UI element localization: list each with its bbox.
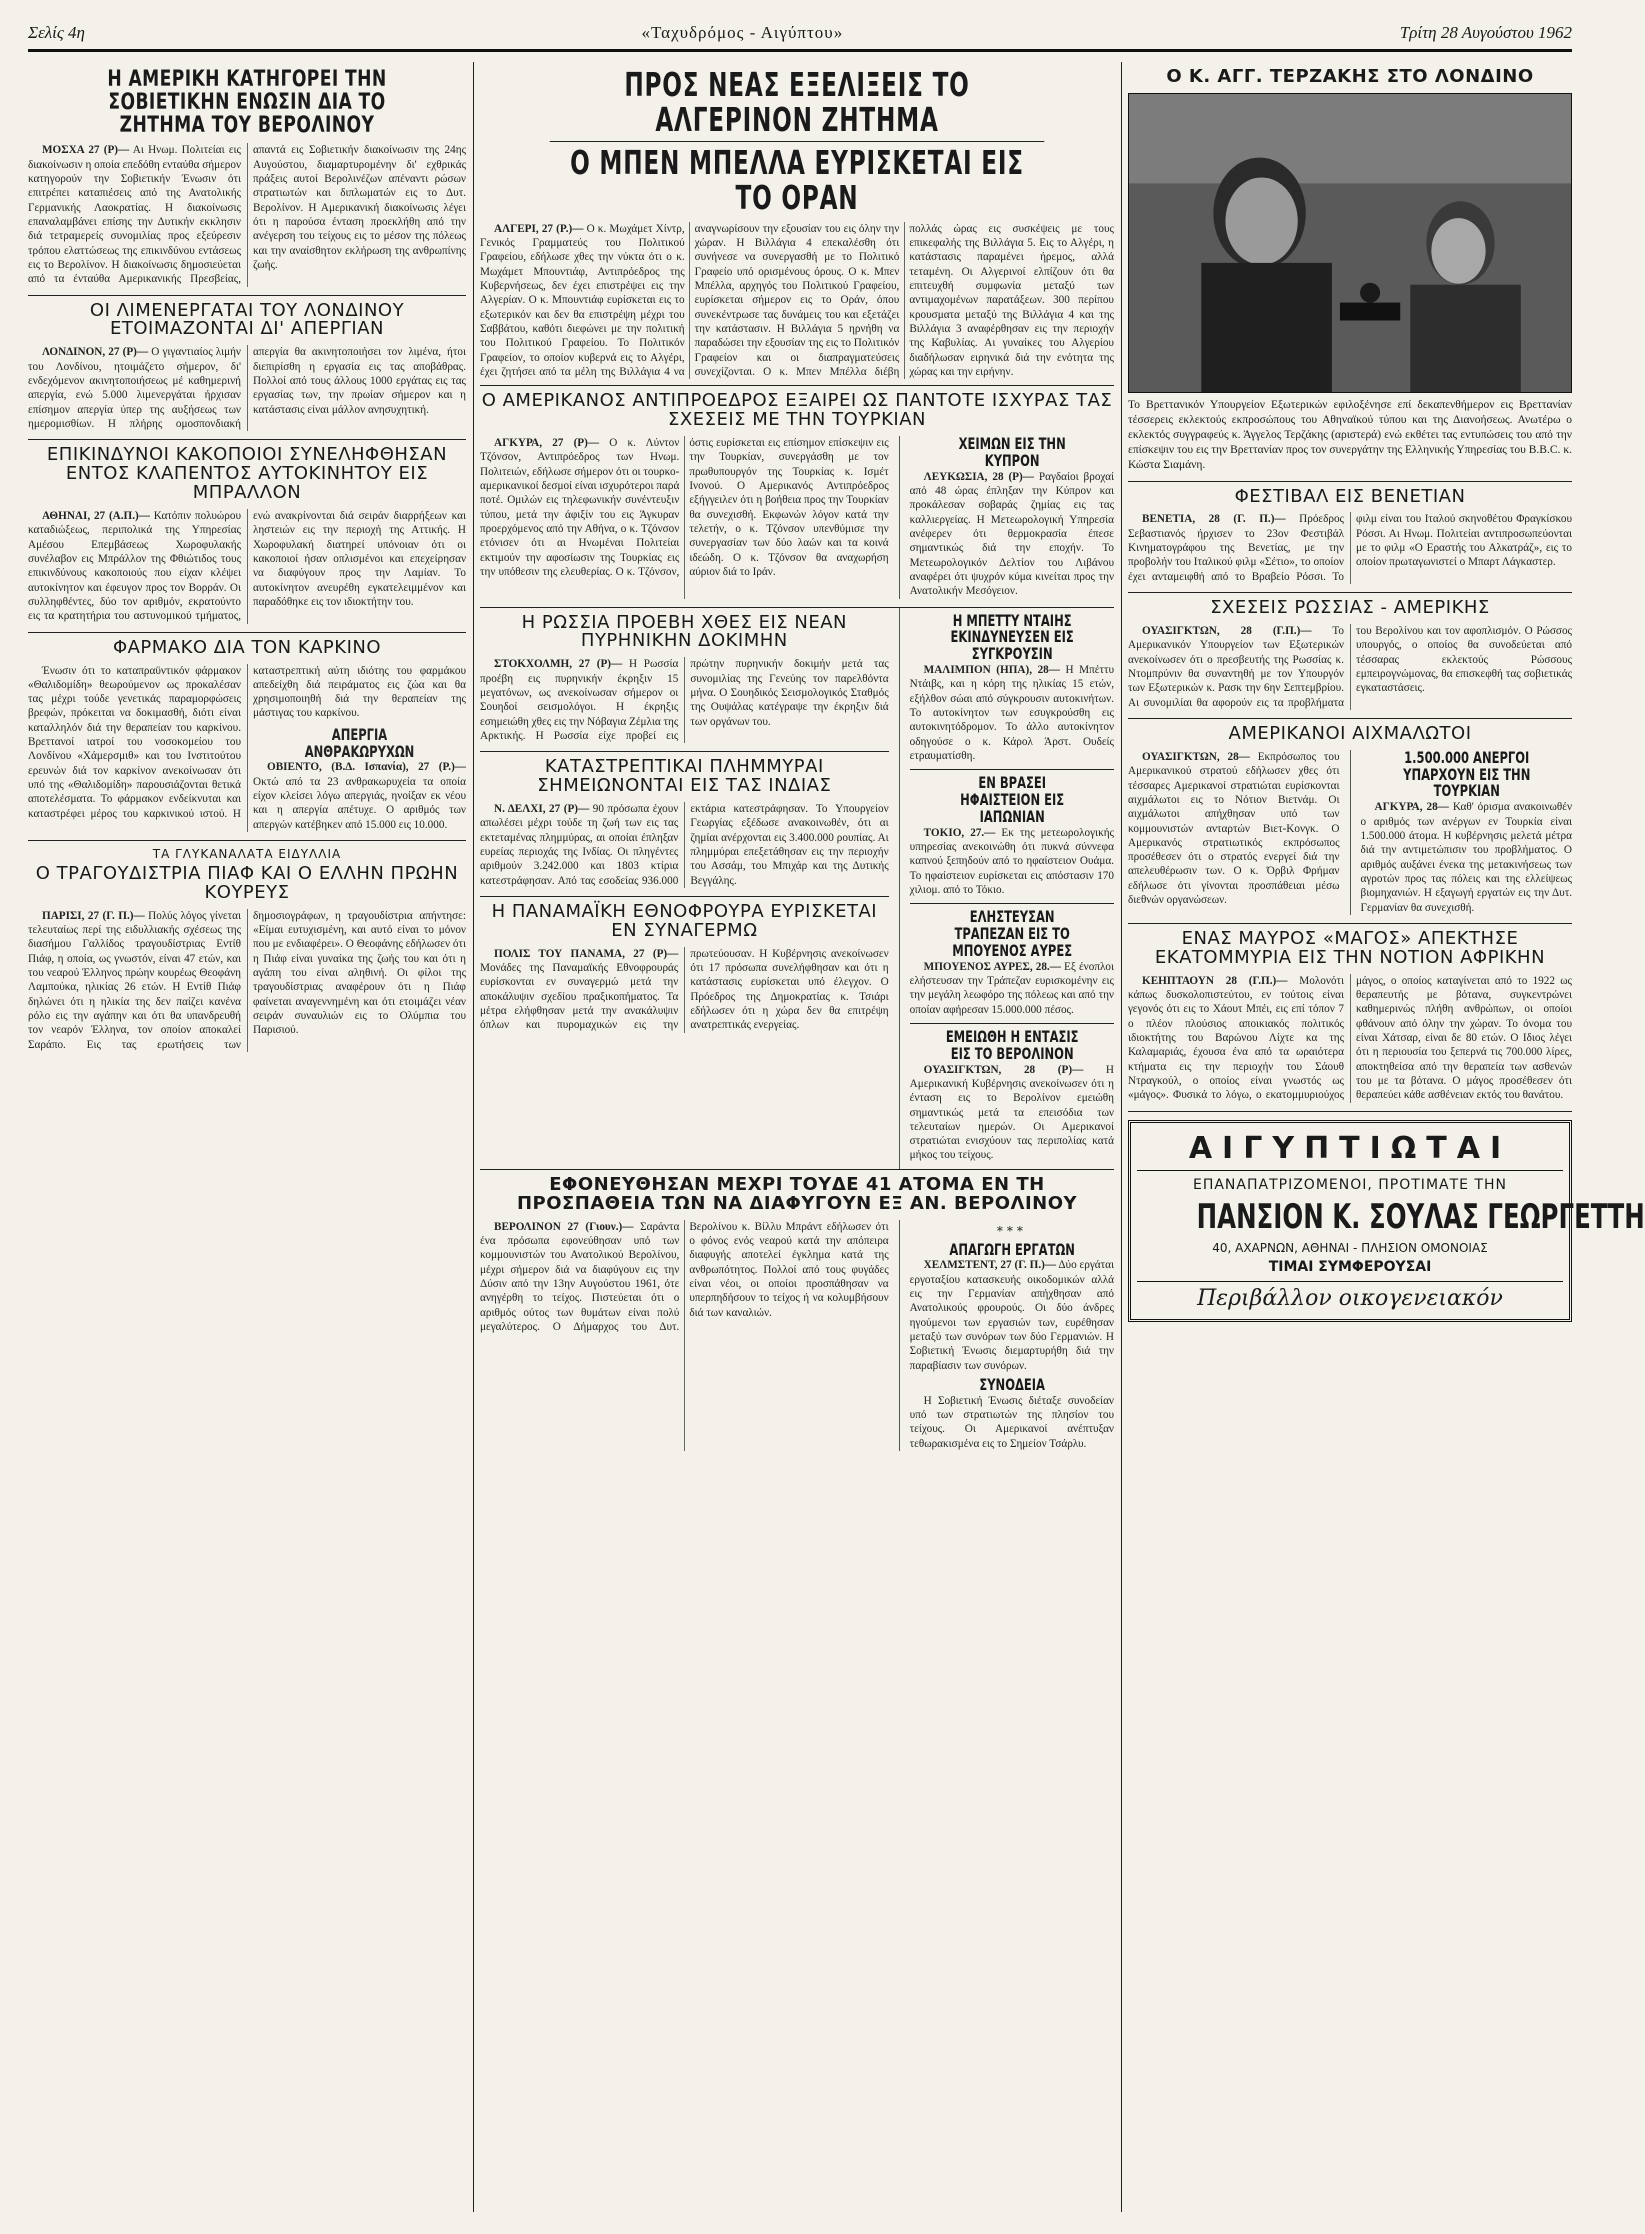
article-criminals-arrested <box>28 440 466 632</box>
article-text: Πολύς λόγος γίνεται τελευταίως περί της ειδυλλιακής σχέσεως της διασήμου Γαλλίδος τραγουδίστριας Εντίθ Πιάφ, η οποία, ως γνωστόν, είναι 47 ετών, και του νεαρού Έλληνος πρώην κουρέως Θεοφάνη Λαμπούκα, ηλικίας 26 ετών. Η Εντίθ Πιάφ δηλώνει ότι η ηλικία της δεν παίζει κανένα ρόλο εις την αγάπην και ότι θα υπανδρευθή τον νεαρόν Έλληνα, τον οποίον αποκαλεί Σαράπο. Εις τας ερωτήσεις των δημοσιογράφων, η τραγουδίστρια απήντησε: «Είμαι ευτυχισμένη, και αυτό είναι το μόνον που με ενδιαφέρει». Ο Θεοφάνης εδήλωσεν ότι η Πιάφ είναι γυναίκα της ζωής του και ότι η αγάπη του είναι αληθινή. Οι φίλοι της τραγουδίστριας αναφέρουν ότι η Πιάφ φαίνεται αναγεννημένη και ότι ετοιμάζει νέαν σειράν συναυλιών εις το Ολύμπια του Παρισιού. <box>28 909 466 1051</box>
separator-stars: *** <box>996 1223 1027 1238</box>
ad-address: 40, ΑΧΑΡΝΩΝ, ΑΘΗΝΑΙ - ΠΛΗΣΙΟΝ ΟΜΟΝΟΙΑΣ <box>1212 1240 1488 1255</box>
photo-caption: Το Βρεττανικόν Υπουργείον Εξωτερικών εφιλοξένησε επί δεκαπενθήμερον εις Βρεττανίαν τέσσερεις εκλεκτούς εκπροσώπους του Αθηναϊκού τύπου και της Διανοήσεως. Ανωτέρω ο εκλεκτός συγγραφεύς κ. Άγγελος Τερζάκης (αριστερά) ενώ εκθέτει τας εντυπώσεις του από την επίσκεψιν του εις την Βρεττανίαν προς τον συνεργάτην της Ελληνικής Υπηρεσίας του B.B.C. κ. Κώστα Σιαμάνη. <box>1128 398 1572 471</box>
ad-business-name: ΠΑΝΣΙΟΝ Κ. ΣΟΥΛΑΣ ΓΕΩΡΓΕΤΤΗ <box>1196 1196 1645 1237</box>
article-bette-davis <box>910 608 1114 771</box>
article-india-floods <box>480 752 889 897</box>
article-workers-abduction <box>910 1220 1114 1452</box>
headline: ΕΝΑΣ ΜΑΥΡΟΣ «ΜΑΓΟΣ» ΑΠΕΚΤΗΣΕ ΕΚΑΤΟΜΜΥΡΙΑ ΕΙΣ ΤΗΝ ΝΟΤΙΟΝ ΑΦΡΙΚΗΝ <box>1154 927 1546 968</box>
article-body <box>28 143 466 286</box>
headline: Ο ΤΡΑΓΟΥΔΙΣΤΡΙΑ ΠΙΑΦ ΚΑΙ Ο ΕΛΛΗΝ ΠΡΩΗΝ ΚΟΥΡΕΥΣ <box>35 863 459 903</box>
article-body <box>1128 624 1572 710</box>
subheadline: ΕΛΗΣΤΕΥΣΑΝ ΤΡΑΠΕΖΑΝ ΕΙΣ ΤΟ ΜΠΟΥΕΝΟΣ ΑΥΡΕΣ <box>951 907 1072 960</box>
dateline: ΟΥΑΣΙΓΚΤΩΝ, 28— <box>1142 750 1250 763</box>
dateline: ΟΒΙΕΝΤΟ, (Β.Δ. Ισπανία), 27 (Ρ.)— <box>267 761 466 774</box>
headline: ΚΑΤΑΣΤΡΕΠΤΙΚΑΙ ΠΛΗΜΜΥΡΑΙ ΣΗΜΕΙΩΝΟΝΤΑΙ ΕΙΣ ΤΑΣ ΙΝΔΙΑΣ <box>537 756 832 797</box>
article-japan-volcano <box>910 770 1114 904</box>
column-right <box>1128 62 1645 2212</box>
dateline: ΜΟΣΧΑ 27 (Ρ)— <box>42 144 130 157</box>
dateline: ΑΓΚΥΡΑ, 27 (Ρ)— <box>494 436 600 449</box>
subheadline: ΧΕΙΜΩΝ ΕΙΣ ΤΗΝ ΚΥΠΡΟΝ <box>958 433 1066 470</box>
article-body <box>1128 750 1340 915</box>
dateline: ΑΛΓΕΡΙ, 27 (Ρ.)— <box>494 222 584 235</box>
dateline: ΣΤΟΚΧΟΛΜΗ, 27 (Ρ)— <box>494 658 623 671</box>
ad-prices: ΤΙΜΑΙ ΣΥΜΦΕΡΟΥΣΑΙ <box>1268 1258 1432 1275</box>
article-text: Μονάδες της Παναμαϊκής Εθνοφρουράς ευρίσκονται εν συναγερμώ μετά την αποκάλυψιν σχεδίου πραξικοπήματος. Τα μέτρα ελήφθησαν μετά την ανακάλυψιν όπλων και πυρομαχικών εις την πρωτεύουσαν. Η Κυβέρνησις ανεκοίνωσεν ότι 17 πρόσωπα συνελήφθησαν και ότι η κατάστασις ευρίσκεται υπό έλεγχον. Ο Πρόεδρος της Δημοκρατίας κ. Τσιάρι εδήλωσεν ότι η χώρα δεν θα επιτρέψη ανατρεπτικάς ενεργείας. <box>480 947 889 1032</box>
article-america-accuses <box>28 62 466 296</box>
dateline: ΠΑΡΙΣΙ, 27 (Γ. Π.)— <box>42 909 145 922</box>
dateline: ΜΠΟΥΕΝΟΣ ΑΥΡΕΣ, 28.— <box>923 960 1061 973</box>
dateline: ΑΓΚΥΡΑ, 28— <box>1374 801 1449 814</box>
headline: ΣΧΕΣΕΙΣ ΡΩΣΣΙΑΣ - ΑΜΕΡΙΚΗΣ <box>1210 597 1490 619</box>
article-body <box>480 947 889 1033</box>
article-text: Ραγδαίοι βροχαί από 48 ώρας έπληξαν την Κύπρον και προκάλεσαν σοβαράς ζημίας εις τας καλλιεργείας. Η Μετεωρολογική Υπηρεσία ανέφερεν ότι θερμοκρασία έπεσε σημαντικώς διά την εποχήν. Το Μετεωρολογικόν Δελτίον του Λιβάνου αναφέρει ότι ψυχρόν κύμα κινείται προς την Ανατολικήν Μεσόγειον. <box>909 470 1115 598</box>
article-text: Η Μπέττυ Ντάιβς, και η κόρη της ηλικίας 15 ετών, εξήλθον σώαι από σύγκρουσιν αυτοκινήτων. Το αυτοκίνητον των εσυγκρούσθη εις αυτοκινητόδρομον. Το άλλο αυτοκίνητον οδηγούσε ο κ. Κάρολ Άρστ. Ουδείς ετραυματίσθη. <box>909 663 1114 762</box>
headline: ΕΦΟΝΕΥΘΗΣΑΝ ΜΕΧΡΙ ΤΟΥΔΕ 41 ΑΤΟΜΑ ΕΝ ΤΗ ΠΡΟΣΠΑΘΕΙΑ ΤΩΝ ΝΑ ΔΙΑΦΥΓΟΥΝ ΕΞ ΑΝ. ΒΕΡΟΛΙΝΟΥ <box>516 1173 1078 1214</box>
dateline: ΒΕΝΕΤΙΑ, 28 (Γ. Π.)— <box>1142 513 1286 526</box>
column-left <box>28 62 466 2212</box>
dateline: ΟΥΑΣΙΓΚΤΩΝ, 28 (Γ.Π.)— <box>1142 625 1312 637</box>
dateline: ΛΕΥΚΩΣΙΑ, 28 (Ρ)— <box>923 470 1034 483</box>
article-text: Ο γιγαντιαίος λιμήν του Λονδίνου, ητοιμάζετο σήμερον, δι' ενδεχόμενον ακινητοποιήσεως μέ καθημερινή απεργία, ενώ 5.000 λιμενεργάται ήρχισαν επίσημον απεργία ύπερ της αυξήσεως των ημερομισθίων. Η πλήρης ομοσπονδιακή απεργία θα ακινητοποιήσει τον λιμένα, ήτοι διεπιρίσθη η εργασία εις τας αποβάθρας. Πολλοί από τους άλλους 1000 εργάτας εις τας εργασίας των, την πρωίαν σήμερον και η κατάστασις είναι μάλλον ανησυχητική. <box>28 346 466 430</box>
article-body <box>28 909 466 1052</box>
headline: Η ΑΜΕΡΙΚΗ ΚΑΤΗΓΟΡΕΙ ΤΗΝ ΣΟΒΙΕΤΙΚΗΝ ΕΝΩΣΙΝ ΔΙΑ ΤΟ ΖΗΤΗΜΑ ΤΟΥ ΒΕΡΟΛΙΝΟΥ <box>107 67 387 139</box>
newspaper-name: «Ταχυδρόμος - Αιγύπτου» <box>641 23 844 42</box>
subheadline: 1.500.000 ΑΝΕΡΓΟΙ ΥΠΑΡΧΟΥΝ ΕΙΣ ΤΗΝ ΤΟΥΡΚΙΑΝ <box>1402 747 1530 801</box>
article-text: Οκτώ από τα 23 ανθρακωρυχεία τα οποία είχον κλείσει λόγω απεργιάς, ηνοίξαν εκ νέου και η απεργία απέτυχε. Ο αριθμός των απεργών κατέβηκεν από 15.000 εις 10.000. <box>253 775 466 831</box>
article-body <box>480 436 889 599</box>
dateline: ΟΥΑΣΙΓΚΤΩΝ, 28 (Ρ)— <box>923 1063 1084 1076</box>
article-body <box>480 222 1114 380</box>
headline: ΦΕΣΤΙΒΑΛ ΕΙΣ ΒΕΝΕΤΙΑΝ <box>1234 485 1466 507</box>
subheadline: ΑΠΑΓΩΓΗ ΕΡΓΑΤΩΝ <box>949 1239 1075 1259</box>
article-text: Πρόεδρος Σεβαστιανός ήρχισεν το 23ον Φεστιβάλ Κινηματογράφου της Βενετίας, με την προβολήν του Ιταλικού φιλμ «Σέτιο», το οποίον έχει ανταμειφθή από το Βραβείο Ρόσσι. Το φιλμ είναι του Ιταλού σκηνοθέτου Φραγκίσκου Ρόσσι. Αι Ηνωμ. Πολιτείαι αντιπροσωπεύονται με το φιλμ «Ο Εραστής του Αλκατράζ», εις το οποίον πρωταγωνιστεί ο Μπαρτ Λάγκαστερ. <box>1128 513 1572 583</box>
article-text: Κατόπιν πολυώρου καταδιώξεως, περιπολικά της Υπηρεσίας Αμέσου Επεμβάσεως Χωροφυλακής συνέλαβον εις Μπράλλον της Φθιώτιδος τους επικινδύνους κακοποιούς που είχαν κλέψει αυτοκίνητον και έφευγον προς τον Βορράν. Οι συλληφθέντες, δύο τον αριθμόν, εκρατούντο εις τα κρατητήρια του αστυνομικού τμήματος, ενώ ανακρίνονται διά σειράν διαρρήξεων και ληστειών εις την περιοχή της Αττικής. Η Χωροφυλακή διατηρεί υπόνοιαν ότι οι κακοποιοί ήσαν οπλισμένοι και επεχείρησαν να διαφύγουν προς την Λαμίαν. Το αυτοκίνητον ανευρέθη εγκατελειμμένον και παραδόθηκε εις τον ιδιοκτήτην του. <box>28 509 466 623</box>
lead-headline: ΠΡΟΣ ΝΕΑΣ ΕΞΕΛΙΞΕΙΣ ΤΟ ΑΛΓΕΡΙΝΟΝ ΖΗΤΗΜΑ <box>624 65 970 139</box>
article-text: Εκπρόσωπος του Αμερικανικού στρατού εδήλωσεν χθες ότι τέσσαρες Αμερικανοί στρατιώται ευρίσκονται αιχμάλωτοι εις το Νότιον Βιετνάμ. Οι αιχμάλωτοι απήχθησαν υπό των κομμουνιστών ανταρτών Βιετ-Κονγκ. Ο Αμερικανός στρατιωτικός εκπρόσωπος προσέθεσεν ότι ο στρατός ενεργεί διά την απελευθέρωσιν των. Ο κ. Όρβιλ Φρήμαν εδήλωσε ότι γίνονται προσπάθειαι μέσω διεθνών οργανώσεων. <box>1128 750 1340 907</box>
column-center <box>480 62 1114 2212</box>
dateline: Ν. ΔΕΛΧΙ, 27 (Ρ)— <box>494 803 590 816</box>
subheadline: ΕΜΕΙΩΘΗ Η ΕΝΤΑΣΙΣ ΕΙΣ ΤΟ ΒΕΡΟΛΙΝΟΝ <box>945 1026 1079 1063</box>
article-text: Εκ της μετεωρολογικής υπηρεσίας ανεκοινώθη ότι πυκνά σύννεφα καπνού ξεπηδούν από το ηφαίστειον Ουάμα. Το ηφαίστειον ευρίσκεται εις απόστασιν 170 χιλιομ. από το Τόκιο. <box>909 826 1114 896</box>
headline: Η ΠΑΝΑΜΑΪΚΗ ΕΘΝΟΦΡΟΥΡΑ ΕΥΡΙΣΚΕΤΑΙ ΕΝ ΣΥΝΑΓΕΡΜΩ <box>491 901 878 941</box>
article-johnson-turkey <box>480 386 1114 607</box>
masthead <box>28 18 1572 52</box>
subheadline: Η ΜΠΕΤΤΥ ΝΤΑΙΗΣ ΕΚΙΝΔΥΝΕΥΣΕΝ ΕΙΣ ΣΥΓΚΡΟΥΣΙΝ <box>950 610 1074 664</box>
ad-title: ΑΙΓΥΠΤΙΩΤΑΙ <box>1137 1131 1563 1171</box>
article-text: Ο κ. Μωχάμετ Χίντρ, Γενικός Γραμματεύς του Πολιτικού Γραφείου, εδήλωσε χθες την νύκτα ότι ο κ. Μωχάμετ Μπουντιάφ, Αντιπρόεδρος της Κυβερνήσεως, δεν έχει επιστρέψει εις την Αλγερίαν. Ο κ. Μπουντιάφ ευρίσκεται εις το εξωτερικόν και δεν θα επιστρέψη μέχρι του Σαββάτου, καθότι διεφώνει με την πολιτική του Πολιτικού Γραφείου. Το Πολιτικόν Γραφείον, το οποίον κυβερνά εις το Αλγέρι, έχει ζητήσει από τα μέλη της Βιλλάγια 4 να αναγνωρίσουν την εξουσίαν του εις όλην την χώραν. Η Βιλλάγια 4 επεκαλέσθη ότι συνήνεσε να συνεργασθή με το Πολιτικό Γραφείο υπό ορισμένους όρους. Ο κ. Μπεν Μπέλλα, αρχηγός του Πολιτικού Γραφείου, ευρίσκεται σήμερον εις το Οράν, όπου συνεκέντρωσε τας δυνάμεις του και εξετάζει την κατάστασιν. Η Βιλλάγια 5 ηρνήθη να παραδώσει την εξουσίαν της εις το Πολιτικόν Γραφείον και οι διαπραγματεύσεις συνεχίζονται. Ο κ. Μπεν Μπέλλα διέβη πολλάς ώρας εις συσκέψεις με τους επικεφαλής της Βιλλάγια 5. Εις το Αλγέρι, η κατάστασις παραμένει ήρεμος, αλλά τεταμένη. Οι Αλγερινοί ελπίζουν ότι θα επιτευχθή συμφωνία μεταξύ των αντιμαχομένων παρατάξεων. 300 περίπου κρουσματα μεταξύ της Βιλλάγια 4 και της Βιλλάγια 3 αναφέρθησαν εις την περιοχήν της Καβυλίας. Αι γυναίκες του Αλγερίου διαδήλωσαν ειρηνικά διά την ενότητα της χώρας και την ειρήνην. <box>480 222 1114 378</box>
article-terzakis <box>1128 62 1572 482</box>
lead-subheadline: Ο ΜΠΕΝ ΜΠΕΛΛΑ ΕΥΡΙΣΚΕΤΑΙ ΕΙΣ ΤΟ ΟΡΑΝ <box>550 141 1045 215</box>
headline: ΑΜΕΡΙΚΑΝΟΙ ΑΙΧΜΑΛΩΤΟΙ <box>1228 722 1472 744</box>
article-text: Το Αμερικανικόν Υπουργείον των Εξωτερικών ανεκοίνωσεν ότι ο πρεσβευτής της Ρωσσίας κ. Ντομπρύνιν θα συναντηθή με τον Υπουργόν των Εξωτερικών κ. Ρασκ την 6ην Σεπτεμβρίου. Αι συνομιλίαι θα αφορούν εις τα προβλήματα του Βερολίνου και τον αφοπλισμόν. Ο Ρώσσος υπουργός, ο οποίος θα συνοδεύεται από τέσσαρας εκλεκτούς Ρώσσους εμπειρογνώμονας, θα επισκεφθή τας σοβιετικάς εγκαταστάσεις. <box>1128 625 1572 709</box>
dateline: ΑΘΗΝΑΙ, 27 (Α.Π.)— <box>42 509 150 522</box>
sidebar-briefs <box>910 608 1114 1169</box>
article-text: Η Αμερικανική Κυβέρνησις ανεκοίνωσεν ότι η ένταση εις το Βερολίνον εμειώθη σημαντικώς μετά τα επεισόδια των τελευταίων ημερών. Οι Αμερικανοί στρατιώται ενισχύουν τας περιπολίας κατά μήκος του τείχους. <box>909 1063 1114 1162</box>
article-black-magician <box>1128 924 1572 1112</box>
article-piaf <box>28 841 466 1060</box>
article-text: Αι Ηνωμ. Πολιτείαι εις διακοίνωσιν η οποία επεδόθη ενταύθα σήμερον κατηγορούν την Σοβιετικήν Ένωσιν ότι επιτρέπει καταπιέσεις από της Ανατολικής Γερμανικής Λαοκρατίας. Η διακοίνωσις επαναλαμβάνει επίσης την Δυτικήν εκκλησιν διά τετραμερείς συνομιλίας προς εξεύρεσιν τρόπου ελαττώσεως της επικινδύνου εντάσεως εις το Βερολίνον. Η διακοίνωσις δημοσιεύεται από τα ένταύθα Αμερικανικής Πρεσβείας, απαντά εις Σοβιετικήν διακοίνωσιν της 24ης Αυγούστου, διαμαρτυρομένην δι' εχθρικάς πράξεις αυτοί Βερολινέζων απέναντι ρώσων στρατιωτών και διπλωματών εις το Δυτ. Βερολίνον. Η Αμερικανική διακοίνωσις λέγει ότι η παρούσα ένταση προεκλήθη από την ανέγερση του τείχους εις το μέσον της πόλεως και την αναίσθητον εκλήρωση της ανθρωπίνης ζωής. <box>28 144 466 286</box>
column-rule <box>1121 62 1122 2212</box>
article-text: Καθ' όρισμα ανακοινωθέν ο αριθμός των ανέργων εν Τουρκία είναι 1.500.000 άτομα. Η κυβέρνησις μελετά μέτρα διά την αντιμετώπισιν του προβλήματος. Ο αριθμός αυξάνει ένεκα της μετακινήσεως των αγροτών προς τας πόλεις και της ελλείψεως βιομηχανιών. Η εξαγωγή εργατών εις την Δυτ. Γερμανίαν θα συνεχισθή. <box>1360 801 1573 914</box>
column-rule <box>473 62 474 2212</box>
article-russia-nuclear <box>480 608 889 753</box>
issue-date: Τρίτη 28 Αυγούστου 1962 <box>1399 23 1572 42</box>
headline: ΟΙ ΛΙΜΕΝΕΡΓΑΤΑΙ ΤΟΥ ΛΟΝΔΙΝΟΥ ΕΤΟΙΜΑΖΟΝΤΑΙ ΔΙ' ΑΠΕΡΓΙΑΝ <box>89 299 405 340</box>
dateline: ΠΟΛΙΣ ΤΟΥ ΠΑΝΑΜΑ, 27 (Ρ)— <box>494 947 679 960</box>
article-body <box>1128 974 1572 1103</box>
headline: ΦΑΡΜΑΚΟ ΔΙΑ ΤΟΝ ΚΑΡΚΙΝΟ <box>112 636 382 658</box>
dateline: ΒΕΡΟΛΙΝΟΝ 27 (Γιουν.)— <box>494 1220 634 1233</box>
article-cyprus-winter <box>909 433 1115 599</box>
article-body <box>480 1220 889 1452</box>
article-text: Η Ρωσσία προέβη εις πυρηνικήν έκρηξιν 15 μεγατόνων, ως ανεκοίνωσαν σήμερον οι Σουηδοί σεισμολόγοι. Η έκρηξις εσημειώθη χθες εις την Νόβαγια Ζέμλια της Αρκτικής. Η Ρωσσία είχε προβεί εις πρώτην πυρηνικήν δοκιμήν μετά τας συνομιλίας της Γενεύης τον παρελθόντα μήνα. Ο Σουηδικός Σεισμολογικός Σταθμός της Ουψάλας κατέγραψε την έκρηξιν διά των οργάνων του. <box>480 658 889 742</box>
article-body <box>28 345 466 431</box>
dateline: ΚΕΗΠΤΑΟΥΝ 28 (Γ.Π.)— <box>1142 974 1288 987</box>
article-venice-festival <box>1128 482 1572 594</box>
page-number: Σελίς 4η <box>28 23 85 42</box>
article-london-dockers <box>28 296 466 441</box>
article-body <box>1128 512 1572 584</box>
article-body <box>480 802 889 888</box>
article-text: Ο κ. Λύντον Τζόνσον, Αντιπρόεδρος των Ηνωμ. Πολιτειών, εδήλωσε σήμερον ότι οι τουρκο-αμερικανικοί δεσμοί είναι ισχυρότεροι παρά ποτέ. Ομιλών εις τηλεφωνικήν συνέντευξιν τύπου, μετά την άφιξίν του εις Άγκυραν προερχόμενος από την Αθήνα, ο κ. Τζόνσον ετόνισεν ότι αι Ηνωμέναι Πολιτείαι εκτιμούν την αφοσίωσιν της Τουρκίας εις την υπόθεσιν της ελευθερίας. Ο κ. Τζόνσον, όστις ευρίσκεται εις επίσημον επίσκεψιν εις την Τουρκίαν, συνεργάσθη με τον πρωθυπουργόν της Τουρκίας κ. Ισμέτ Ινονού. Ο Αμερικανός Αντιπρόεδρος εξήγγειλεν ότι η βοήθεια προς την Τουρκίαν θα συνεχισθή. Εκφωνών λόγον κατά την τελετήν, ο κ. Τζόνσον υπενθύμισε την συνεργασίαν των δύο λαών και τα κοινά ιδεώδη. Ο κ. Τζόνσον θα αναχωρήση αύριον διά το Ιράν. <box>480 436 889 578</box>
dateline: ΧΕΛΜΣΤΕΝΤ, 27 (Γ. Π.)— <box>923 1259 1057 1272</box>
dateline: ΛΟΝΔΙΝΟΝ, 27 (Ρ)— <box>42 346 149 359</box>
article-berlin-escapes <box>480 1170 1114 1459</box>
article-text: Σαράντα ένα πρόσωπα εφονεύθησαν υπό των κομμουνιστών του Ανατολικού Βερολίνου, μέχρι σήμερον διά να διαφύγουν εις την Δύσιν από την 13ην Αυγούστου 1961, ότε ανηγέρθη το τείχος. Πιστεύεται ότι ο αριθμός ούτος των θυμάτων είναι πολύ μεγαλύτερος. Ο Δήμαρχος του Δυτ. Βερολίνου κ. Βίλλυ Μπράντ εδήλωσεν ότι ο φόνος ενός νεαρού κατά την απόπειρα διαφυγής αποτελεί έγκλημα κατά της ανθρωπότητος. Πολλοί από τους φυγάδες είναι νέοι, οι οποίοι προσπάθησαν να υπερπηδήσουν το τείχος ή να κολυμβήσουν διά των καναλιών. <box>480 1220 889 1333</box>
article-russia-america <box>1128 593 1572 719</box>
article-body <box>480 657 889 743</box>
article-text: 90 πρόσωπα έχουν απωλέσει μέχρι τούδε τη ζωή των εις τας εκτεταμένας πλημμύρας, αι οποίαι έπληξαν ευρείας περιοχάς της Ινδίας. Οι πληγέντες αριθμούν 3.242.000 και 1803 κτίρια κατεστράφησαν. Από τας εσοδείας 936.000 εκτάρια κατεστράφησαν. Το Υπουργείον Γεωργίας εξέδωσε ανακοινωθέν, ότι αι ζημίαι ανέρχονται εις 3.400.000 ρουπίας. Αι πλημμύραι επεξετάθησαν εις την περιοχήν του Ασσάμ, του Μπιχάρ και της Δυτικής Βεγγάλης. <box>480 803 889 887</box>
headline: Η ΡΩΣΣΙΑ ΠΡΟΕΒΗ ΧΘΕΣ ΕΙΣ ΝΕΑΝ ΠΥΡΗΝΙΚΗΝ ΔΟΚΙΜΗΝ <box>521 611 848 652</box>
article-berlin-tension <box>910 1024 1114 1169</box>
subheadline: ΣΥΝΟΔΕΙΑ <box>979 1375 1045 1395</box>
article-text: Ένωσιν ότι το καταπραϋντικόν φάρμακον «Θαλιδομίδη» θεωρούμενον ως προκαλέσαν τας μέχρι τούδε γενετικάς παραμορφώσεις βρεφών, πρόκειται να δοκιμασθή, διότι είναι καταλληλόν διά την θεραπείαν του καρκίνου. Βρεττανοί ιατροί του νοσοκομείου του Λονδίνου «Χάμερσμιθ» και του Ινστιτούτου ερευνών διά τον καρκίνον ανεκοίνωσαν ότι υπό της «Θαλιδομίδη» παρουσιάζονται θετικά αποτελέσματα. Το φάρμακον ενδείκνυται και καταστρέφει μέρος του καρκινικού ιστού. Η καταστρεπτική αύτη ιδιότης του φαρμάκου απεδείχθη διά πειράματος εις ζώα και θα χρησιμοποιηθή διά την θεραπείαν της μάστιγας του καρκίνου. <box>28 664 466 820</box>
article-body <box>910 470 1114 599</box>
dateline: ΤΟΚΙΟ, 27.— <box>923 826 996 839</box>
article-body <box>28 509 466 624</box>
dateline: ΜΑΛΙΜΠΟΝ (ΗΠΑ), 28— <box>923 663 1060 676</box>
kicker: ΤΑ ΓΛΥΚΑΝΑΛΑΤΑ ΕΙΔΥΛΛΙΑ <box>152 847 342 862</box>
article-turkey-unemployed <box>1360 747 1573 915</box>
article-text: Η Σοβιετική Ένωσις διέταξε συνοδείαν υπό των στρατιωτών της πλησίον του τείχους. Οι Αμερικανοί ανέπτυξαν τεθωρακισμένα εις το Σημείον Τσάρλυ. <box>909 1394 1114 1450</box>
advertisement-pension <box>1128 1120 1645 1322</box>
headline: Ο ΑΜΕΡΙΚΑΝΟΣ ΑΝΤΙΠΡΟΕΔΡΟΣ ΕΞΑΙΡΕΙ ΩΣ ΠΑΝΤΟΤΕ ΙΣΧΥΡΑΣ ΤΑΣ ΣΧΕΣΕΙΣ ΜΕ ΤΗΝ ΤΟΥΡΚΙΑΝ <box>481 390 1113 431</box>
headline: ΕΠΙΚΙΝΔΥΝΟΙ ΚΑΚΟΠΟΙΟΙ ΣΥΝΕΛΗΦΘΗΣΑΝ ΕΝΤΟΣ ΚΛΑΠΕΝΤΟΣ ΑΥΤΟΚΙΝΗΤΟΥ ΕΙΣ ΜΠΡΑΛΛΟΝ <box>46 444 448 504</box>
article-text: Δύο εργάται εργοταξίου κατασκευής οικοδομικών αλλά εις την Γερμανίαν απήχθησαν από Ανατολικούς φρουρούς. Οι δύο άνδρες ηγούμενοι των εργασιών των, ευρέθησαν μεταξύ των συνόρων των δύο Γερμανιών. Η Σοβιετική Ένωσις διεμαρτυρήθη διά την παραβίασιν των συνόρων. <box>909 1259 1115 1372</box>
article-panama <box>480 897 889 1041</box>
subheadline: ΑΠΕΡΓΙΑ ΑΝΘΡΑΚΩΡΥΧΩΝ <box>304 724 415 761</box>
ad-tagline: Περιβάλλον οικογενειακόν <box>1137 1281 1563 1311</box>
subheadline: ΕΝ ΒΡΑΣΕΙ ΗΦΑΙΣΤΕΙΟΝ ΕΙΣ ΙΑΠΩΝΙΑΝ <box>959 773 1064 826</box>
ad-subtitle: ΕΠΑΝΑΠΑΤΡΙΖΟΜΕΝΟΙ, ΠΡΟΤΙΜΑΤΕ ΤΗΝ <box>1192 1176 1507 1193</box>
article-algeria <box>480 62 1114 386</box>
article-text: Εξ ένοπλοι ελήστευσαν την Τράπεζαν ευρισκομένην εις την μεγάλη λεωφόρο της πόλεως και από την οποίαν αφήρεσαν 15.000.000 πέσος. <box>909 960 1114 1016</box>
article-bank-robbery <box>910 904 1114 1024</box>
article-american-prisoners <box>1128 719 1572 924</box>
headline: Ο Κ. ΑΓΓ. ΤΕΡΖΑΚΗΣ ΣΤΟ ΛΟΝΔΙΝΟ <box>1166 66 1534 87</box>
photo-illustration <box>1129 94 1571 392</box>
article-body <box>28 664 466 833</box>
news-photo <box>1128 93 1572 393</box>
article-text: Μολονότι κάπως δυσκολοπιστεύτου, εν τούτοις είναι γεγονός ότι εις το Χάουτ Μπέι, εις επί τόπον 7 ο πλέον πλούσιος αποικιακός πολιτικός ιδιοκτήτης του Βαρώνου Λίχτε κα της Καλαμαριάς, έχουσα ένα από τα ωραιότερα κτήματα εις την περιοχήν του Σάουθ Ντραγκούλ, ο οποίος είναι γνωστός ως «μάγος». Φυσικά το λόγω, ο εκατομμυριούχος μάγος, ο οποίος καταγίνεται από το 1922 ως θεραπευτής με βότανα, συγκεντρώνει καθημερινώς πλήθη ανθρώπων, οι οποίοι φθάνουν από όλην την χώραν. Το όνομα του είναι Χάτσαρ, είναι δε 80 ετών. Ο Ιδιος λέγει ότι η περιουσία του ξεπερνά τις 700.000 λίρες, αποκτηθείσα από την θεραπεία των ασθενών του με τα βότανα. Ο μάγος προσέθεσεν ότι θεραπεύει κάθε ασθένειαν εκτός του θανάτου. <box>1128 974 1572 1102</box>
article-cancer-drug <box>28 633 466 841</box>
